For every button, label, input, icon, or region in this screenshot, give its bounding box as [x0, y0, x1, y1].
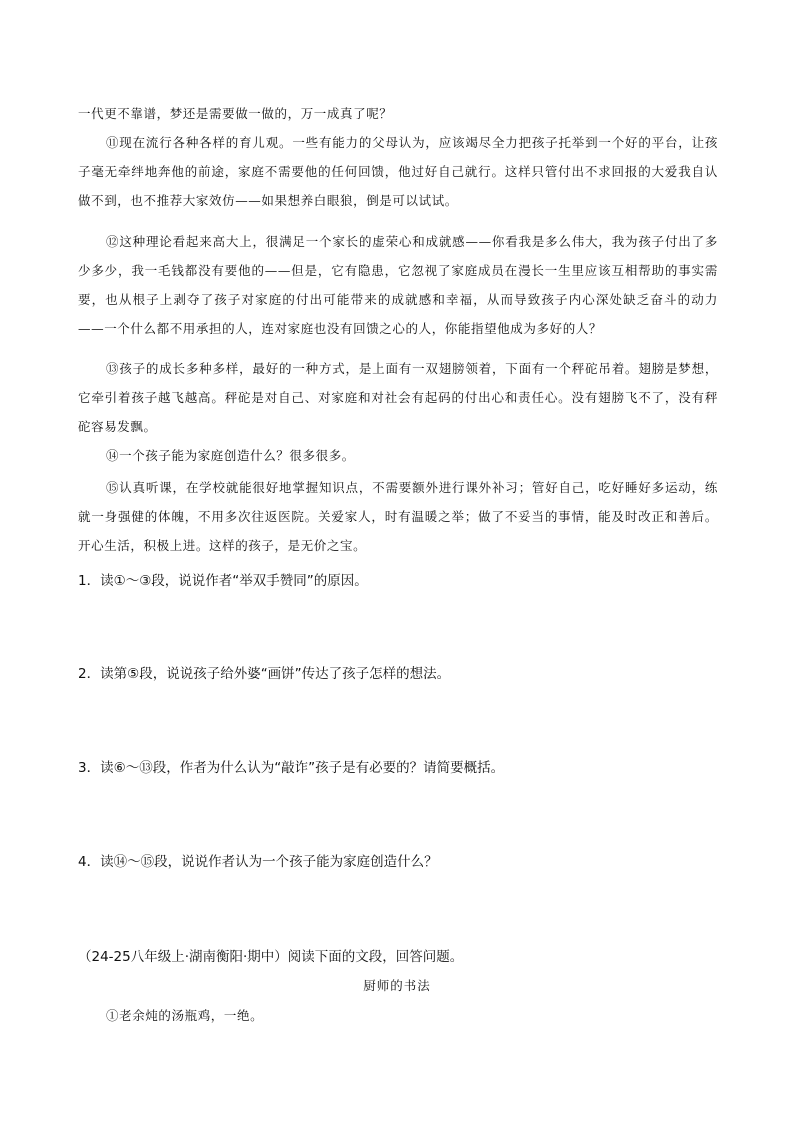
paragraph-continued: 一代更不靠谱，梦还是需要做一做的，万一成真了呢？	[78, 106, 393, 121]
next-paragraph-1: ①老余炖的汤瓶鸡，一绝。	[106, 1008, 264, 1023]
paragraph-13: ⑬孩子的成长多种多样，最好的一种方式，是上面有一双翅膀领着，下面有一个秤砣吊着。翅膀是梦想，它牵引着孩子越飞越高。秤砣是对自己、对家庭和对社会有起码的付出心和责任心。没有翅膀飞不了，没有秤砣容易发飘。	[78, 361, 718, 434]
paragraph-11: ⑪现在流行各种各样的育儿观。一些有能力的父母认为，应该竭尽全力把孩子托举到一个好的平台，让孩子毫无牵绊地奔他的前途，家庭不需要他的任何回馈，他过好自己就行。这样只管付出不求回报的大爱我自认做不到，也不推荐大家效仿——如果想养白眼狼，倒是可以试试。	[78, 135, 718, 208]
question-3: 3．读⑥～⑬段，作者为什么认为“敲诈”孩子是有必要的？请简要概括。	[78, 760, 505, 776]
paragraph-14: ⑭一个孩子能为家庭创造什么？很多很多。	[106, 448, 355, 463]
question-4: 4．读⑭～⑮段，说说作者认为一个孩子能为家庭创造什么？	[78, 854, 438, 870]
question-1: 1．读①～③段，说说作者“举双手赞同”的原因。	[78, 573, 368, 589]
source-line: （24-25八年级上·湖南衡阳·期中）阅读下面的文段，回答问题。	[78, 949, 464, 965]
question-2: 2．读第⑤段，说说孩子给外婆“画饼”传达了孩子怎样的想法。	[78, 666, 451, 682]
paragraph-12: ⑫这种理论看起来高大上，很满足一个家长的虚荣心和成就感——你看我是多么伟大，我为孩子付出了多少多少，我一毛钱都没有要他的——但是，它有隐患，它忽视了家庭成员在漫长一生里应该互相帮助的事实需要，也从根子上剥夺了孩子对家庭的付出可能带来的成就感和幸福，从而导致孩子内心深处缺乏奋斗的动力——一个什么都不用承担的人，连对家庭也没有回馈之心的人，你能指望他成为多好的人？	[78, 234, 718, 336]
paragraph-15: ⑮认真听课，在学校就能很好地掌握知识点，不需要额外进行课外补习；管好自己，吃好睡好多运动，练就一身强健的体魄，不用多次往返医院。关爱家人，时有温暖之举；做了不妥当的事情，能及时改正和善后。开心生活，积极上进。这样的孩子，是无价之宝。	[78, 480, 718, 553]
article-title: 厨师的书法	[363, 978, 431, 993]
